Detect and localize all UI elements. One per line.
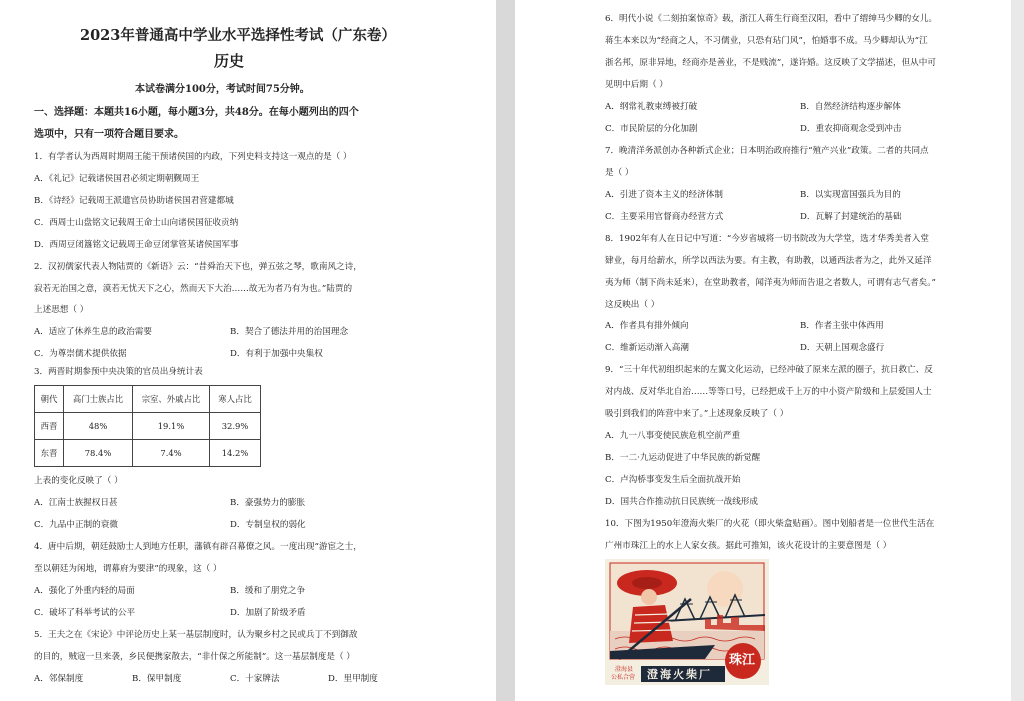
q1-stem: 1．有学者认为西周时期周王能干预诸侯国的内政，下列史料支持这一观点的是（ ） [34,152,352,162]
q7-line-1: 7．晚清洋务派创办各种新式企业；日本明治政府推行“殖产兴业”政策。二者的共同点 [605,146,929,156]
q3-option-a: A．江南士族握权日甚 [34,498,118,508]
q4-line-2: 至以朝廷为闲地，谓幕府为要津”的现象，这（ ） [34,564,222,574]
q6-option-a: A．纲常礼教束缚被打破 [605,102,698,112]
matchbox-label-image [605,559,769,685]
label-badge-text: 珠江 [729,653,756,668]
q9-option-c: C．卢沟桥事变发生后全面抗战开始 [605,475,741,485]
q7-option-d: D．瓦解了封建统治的基础 [800,212,902,222]
q10-line-1: 10．下图为1950年澄海火柴厂的火花（即火柴盒贴画）。图中划船者是一位世代生活在 [605,519,935,529]
q3-stat-table [34,385,261,467]
q1-option-d: D．西周豆闭簋铭文记载周王命豆闭掌管某诸侯国军事 [34,240,239,250]
q6-option-c: C．市民阶层的分化加剧 [605,124,698,134]
q1-option-c: C．西周士山盘铭文记载周王命士山向诸侯国征收贡纳 [34,218,239,228]
q5-option-a: A．邻保制度 [34,674,84,684]
table-cell: 东晋 [35,440,64,467]
q3-option-b: B．豪强势力的膨胀 [230,498,306,508]
q2-line-3: 上述思想（ ） [34,305,89,315]
q6-line-4: 见明中后期（ ） [605,80,668,90]
q4-option-a: A．强化了外重内轻的局面 [34,586,135,596]
table-header-cell: 宗室、外戚占比 [133,386,210,413]
q8-option-c: C．维新运动渐入高潮 [605,343,689,353]
table-row [35,440,261,467]
q2-line-2: 寂若无治国之意，漠若无忧天下之心，然而天下大治……故无为者乃有为也。”陆贾的 [34,284,353,294]
q5-option-c: C．十家牌法 [230,674,280,684]
q3-option-c: C．九品中正制的衰微 [34,520,118,530]
page-gap [496,0,515,701]
label-brand-text: 澄海火柴厂 [647,668,712,681]
section-heading-1: 一、选择题：本题共16小题，每小题3分，共48分。在每小题列出的四个 [34,107,359,118]
q7-line-2: 是（ ） [605,168,634,178]
q5-line-1: 5．王夫之在《宋论》中评论历史上某一基层制度时，认为聚乡村之民或兵丁不到御敌 [34,630,358,640]
table-header-row [35,386,261,413]
label-small-text-1: 澄海县 [615,666,634,673]
q8-option-d: D．天朝上国观念盛行 [800,343,885,353]
q9-option-d: D．国共合作推动抗日民族统一战线形成 [605,497,758,507]
q4-option-b: B．缓和了朋党之争 [230,586,306,596]
q5-option-d: D．里甲制度 [328,674,378,684]
q7-option-a: A．引进了资本主义的经济体制 [605,190,723,200]
label-small-text-2: 公私合营 [611,674,636,681]
q1-option-a: A．《礼记》记载诸侯国君必须定期朝觐周王 [34,174,200,184]
q3-stem: 3．两晋时期参预中央决策的官员出身统计表 [34,367,203,377]
subject-title: 历史 [214,52,245,70]
q9-line-3: 吸引到我们的阵营中来了。”上述现象反映了（ ） [605,409,789,419]
q6-line-1: 6．明代小说《二刻拍案惊奇》载，浙江人蒋生行商至汉阳，看中了缙绅马少卿的女儿。 [605,14,938,24]
q5-line-2: 的目的，贼寇一旦来袭，乡民便携家散去，“非什保之所能制”。这一基层制度是（ ） [34,652,355,662]
table-cell: 西晋 [35,413,64,440]
q4-option-c: C．破坏了科举考试的公平 [34,608,136,618]
q6-option-b: B．自然经济结构逐步解体 [800,102,901,112]
q7-option-b: B．以实现富国强兵为目的 [800,190,901,200]
q8-option-a: A．作者具有排外倾向 [605,321,689,331]
table-header-cell: 寒人占比 [210,386,261,413]
q2-option-d: D．有利于加强中央集权 [230,349,323,359]
q7-option-c: C．主要采用官督商办经营方式 [605,212,724,222]
q9-line-2: 对内战、反对华北自治……等等口号，已经把成千上万的中小资产阶级和上层爱国人士 [605,387,932,397]
q6-line-2: 蒋生本来以为“经商之人，不习儒业，只恐有玷门风”，怕婚事不成。马少卿却认为“江 [605,36,928,46]
table-cell: 32.9% [210,413,261,440]
q8-line-2: 肄业，每月给薪水，所学以西法为要。有主教，有助教，以通西法者为之，此外又延洋 [605,256,932,266]
section-heading-2: 选项中，只有一项符合题目要求。 [34,129,184,140]
q6-option-d: D．重农抑商观念受到冲击 [800,124,902,134]
table-cell: 48% [64,413,133,440]
q1-option-b: B．《诗经》记载周王派遣官员协助诸侯国君营建都城 [34,196,234,206]
q8-line-1: 8．1902年有人在日记中写道：“今岁省城将一切书院改为大学堂，选才华秀美者入堂 [605,234,929,244]
q5-option-b: B．保甲制度 [132,674,182,684]
q4-option-d: D．加剧了阶级矛盾 [230,608,306,618]
table-cell: 14.2% [210,440,261,467]
q9-option-a: A．九一八事变使民族危机空前严重 [605,431,741,441]
q9-option-b: B．一二·九运动促进了中华民族的新觉醒 [605,453,761,463]
q4-line-1: 4．唐中后期，朝廷鼓励士人到地方任职，藩镇有辟召幕僚之风。一度出现“游宦之士， [34,542,362,552]
q2-option-a: A．适应了休养生息的政治需要 [34,327,152,337]
q3-option-d: D．专制皇权的弱化 [230,520,306,530]
q9-line-1: 9．“三十年代初组织起来的左翼文化运动，已经冲破了原来左派的圈子，抗日救亡、反 [605,365,933,375]
table-row [35,413,261,440]
q2-line-1: 2．汉初儒家代表人物陆贾的《新语》云：“昔舜治天下也，弹五弦之琴，歌南风之诗， [34,262,362,272]
table-header-cell: 朝代 [35,386,64,413]
table-cell: 7.4% [133,440,210,467]
q6-line-3: 浙名邦，原非异地，经商亦是善业，不是贱流”，遂许婚。这反映了文学描述，但从中可 [605,58,936,68]
table-header-cell: 高门士族占比 [64,386,133,413]
q2-option-b: B．契合了德法并用的治国理念 [230,327,349,337]
q8-option-b: B．作者主张中体西用 [800,321,884,331]
q3-after: 上表的变化反映了（ ） [34,476,123,486]
exam-info: 本试卷满分100分，考试时间75分钟。 [135,84,310,95]
q2-option-c: C．为尊崇儒术提供依据 [34,349,127,359]
table-cell: 19.1% [133,413,210,440]
table-cell: 78.4% [64,440,133,467]
exam-title: 2023年普通高中学业水平选择性考试（广东卷） [80,27,396,44]
q8-line-3: 夷为师（制下尚未延来），在堂助教者，闻洋夷为师而告退之者数人，可谓有志气者矣。” [605,278,936,288]
left-page [0,0,496,701]
q10-line-2: 广州市珠江上的水上人家女孩。据此可推知，该火花设计的主要意图是（ ） [605,541,892,551]
q8-line-4: 这反映出（ ） [605,300,660,310]
